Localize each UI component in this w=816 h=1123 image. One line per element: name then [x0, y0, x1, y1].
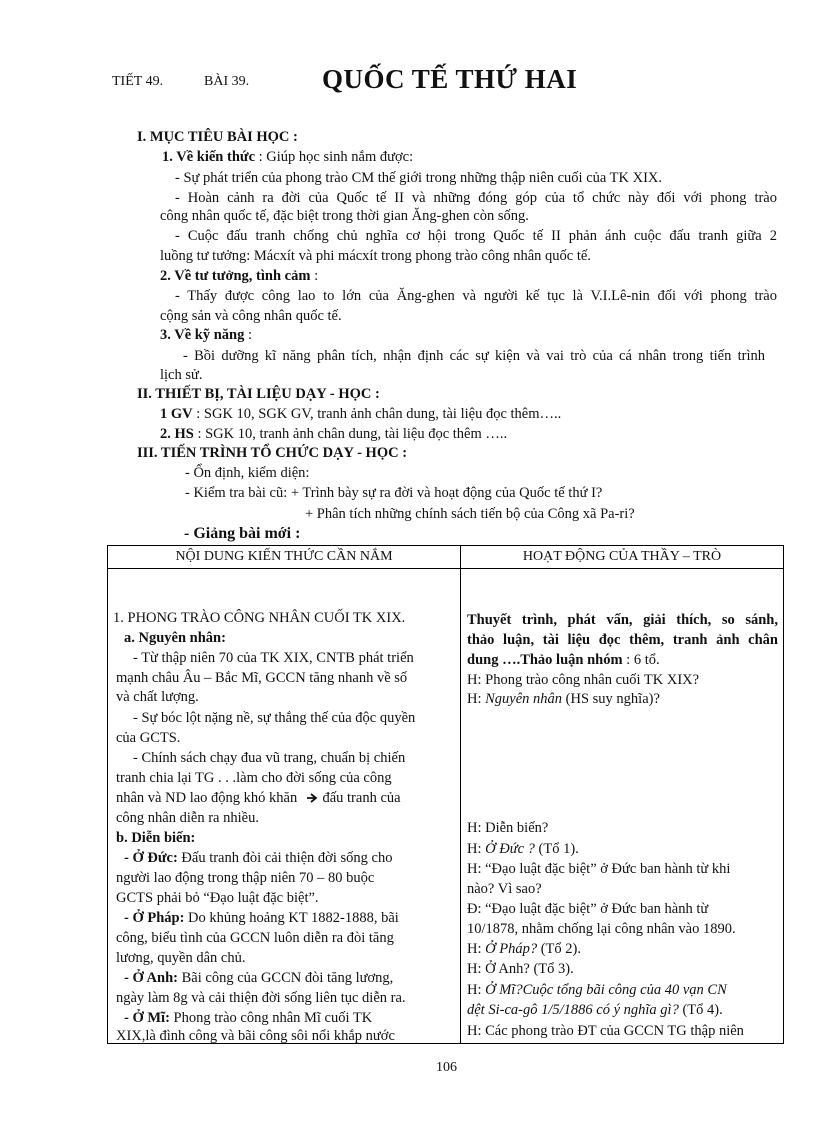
- page-title: QUỐC TẾ THỨ HAI: [322, 64, 578, 94]
- france-line-1: [124, 909, 399, 928]
- skills-line: lịch sử.: [160, 367, 203, 383]
- france-label: - Ở Pháp:: [124, 910, 185, 926]
- column-header-activity: HOẠT ĐỘNG CỦA THẦY – TRÒ: [461, 546, 784, 569]
- answer-line: Đ: “Đạo luật đặc biệt” ở Đức ban hành từ: [467, 901, 709, 917]
- procedure-heading: III. TIẾN TRÌNH TỔ CHỨC DẠY - HỌC :: [137, 445, 408, 461]
- lesson-number: TIẾT 49.: [112, 74, 164, 89]
- lesson-title-number: BÀI 39.: [204, 74, 250, 89]
- knowledge-intro: : Giúp học sinh nắm được:: [255, 149, 414, 165]
- question-italic: Ở Đức ?: [485, 841, 535, 857]
- france-line: lương, quyền dân chủ.: [116, 950, 246, 966]
- question-suffix: (HS suy nghĩa)?: [562, 691, 660, 707]
- attitude-line: cộng sản và công nhân quốc tế.: [160, 308, 342, 324]
- cause-line: và chất lượng.: [116, 689, 199, 705]
- methods-line: thảo luận, tài liệu đọc thêm, tranh ảnh chân: [467, 632, 778, 648]
- skills-heading: [160, 325, 252, 345]
- attitude-line: - Thấy được công lao to lớn của Ăng-ghen và người kế tục là V.I.Lê-nin đối với phong trào: [175, 288, 777, 304]
- question-france: [467, 940, 581, 959]
- question-line: H: Các phong trào ĐT của GCCN TG thập niên: [467, 1023, 744, 1039]
- germany-label: - Ở Đức:: [124, 850, 178, 866]
- hs-label: 2. HS: [160, 426, 194, 442]
- cause-line: - Chính sách chạy đua vũ trang, chuẩn bị chiến: [133, 750, 406, 766]
- section-title: 1. PHONG TRÀO CÔNG NHÂN CUỐI TK XIX.: [113, 610, 406, 626]
- england-line-1: [124, 969, 393, 988]
- knowledge-line: - Sự phát triển của phong trào CM thế giới trong những thập niên cuối của TK XIX.: [175, 170, 663, 186]
- england-line: ngày làm 8g và cải thiện đời sống liên tục diễn ra.: [116, 990, 406, 1006]
- activity-cell: [461, 569, 784, 1044]
- methods-tail: : 6 tổ.: [622, 652, 660, 668]
- equipment-heading: II. THIẾT BỊ, TÀI LIỆU DẠY - HỌC :: [137, 386, 380, 402]
- question-prefix: H:: [467, 691, 486, 707]
- question-line: nào? Vì sao?: [467, 881, 542, 897]
- procedure-new-lesson: - Giảng bài mới :: [184, 525, 301, 542]
- question-line: H: Phong trào công nhân cuối TK XIX?: [467, 672, 700, 688]
- question-prefix: H:: [467, 982, 486, 998]
- gv-label: 1 GV: [160, 406, 193, 422]
- cause-line: công nhân diễn ra nhiều.: [116, 810, 259, 826]
- equipment-gv: [160, 404, 561, 424]
- knowledge-heading: [162, 147, 413, 167]
- skills-intro: :: [244, 327, 252, 343]
- cause-line: mạnh châu Âu – Bắc Mĩ, GCCN tăng nhanh về số: [116, 670, 408, 686]
- knowledge-line: luồng tư tưởng: Mácxít và phi mácxít trong phong trào công nhân quốc tế.: [160, 248, 591, 264]
- cause-line-text: nhân và ND lao động khó khăn: [116, 790, 298, 806]
- objectives-heading: I. MỤC TIÊU BÀI HỌC :: [137, 129, 298, 145]
- england-label: - Ở Anh:: [124, 970, 178, 986]
- skills-line: - Bồi dưỡng kĩ năng phân tích, nhận định các sự kiện và vai trò của cá nhân trong tiến trình: [183, 348, 765, 364]
- arrow-right-icon: [306, 791, 318, 810]
- events-label: b. Diễn biến:: [116, 830, 196, 846]
- attitude-heading: [160, 266, 318, 286]
- question-prefix: H:: [467, 941, 486, 957]
- question-line: H: “Đạo luật đặc biệt” ở Đức ban hành từ khi: [467, 861, 731, 877]
- table-header-row: [108, 546, 784, 569]
- germany-text: Đấu tranh đòi cải thiện đời sống cho: [177, 850, 393, 866]
- usa-text: Phong trào công nhân Mĩ cuối TK: [169, 1010, 373, 1026]
- procedure-stabilize: - Ổn định, kiểm diện:: [185, 465, 310, 481]
- hs-text: : SGK 10, tranh ảnh chân dung, tài liệu đọc thêm …..: [193, 426, 508, 442]
- question-italic: Nguyên nhân: [485, 691, 563, 707]
- cause-line: - Sự bóc lột nặng nề, sự thắng thế của độc quyền: [133, 710, 416, 726]
- usa-line: XIX,là đình công và bãi công sôi nổi khắp nước: [116, 1028, 395, 1044]
- question-italic: dệt Si-ca-gô 1/5/1886 có ý nghĩa gì?: [467, 1002, 679, 1018]
- question-suffix: (Tổ 4).: [678, 1002, 723, 1018]
- skills-label: 3. Về kỹ năng: [160, 327, 245, 343]
- page-number: 106: [436, 1060, 457, 1075]
- table-row: [108, 569, 784, 1044]
- methods-line: Thuyết trình, phát vấn, giải thích, so sánh,: [467, 612, 778, 628]
- knowledge-label: 1. Về kiến thức: [162, 149, 256, 165]
- lesson-table: [107, 545, 784, 1044]
- question-line: H: Diễn biến?: [467, 820, 549, 836]
- methods-line-3: [467, 651, 660, 670]
- procedure-check-2: + Phân tích những chính sách tiến bộ của Công xã Pa-ri?: [305, 506, 635, 522]
- answer-line: 10/1878, nhằm chống lại công nhân vào 1890.: [467, 921, 736, 937]
- question-usa: [467, 981, 727, 1000]
- question-italic: Ở Mĩ?Cuộc tổng bãi công của 40 vạn CN: [485, 982, 727, 998]
- cause-line-tail: đấu tranh của: [318, 790, 401, 806]
- procedure-check: - Kiểm tra bài cũ: + Trình bày sự ra đời và hoạt động của Quốc tế thứ I?: [185, 485, 603, 501]
- question-line: H: Ở Anh? (Tổ 3).: [467, 961, 574, 977]
- methods-text: dung ….Thảo luận nhóm: [467, 652, 623, 668]
- gv-text: : SGK 10, SGK GV, tranh ảnh chân dung, tài liệu đọc thêm…..: [192, 406, 562, 422]
- france-text: Do khủng hoảng KT 1882-1888, bãi: [184, 910, 399, 926]
- usa-line-1: [124, 1009, 372, 1028]
- question-germany: [467, 840, 579, 859]
- cause-line: tranh chia lại TG . . .làm cho đời sống của công: [116, 770, 392, 786]
- france-line: công, biểu tình của GCCN luôn diễn ra đòi tăng: [116, 930, 394, 946]
- question-suffix: (Tổ 1).: [534, 841, 579, 857]
- question-cause: [467, 690, 660, 709]
- question-prefix: H:: [467, 841, 486, 857]
- cause-label: a. Nguyên nhân:: [124, 630, 226, 646]
- content-cell: [108, 569, 461, 1044]
- england-text: Bãi công của GCCN đòi tăng lương,: [178, 970, 394, 986]
- germany-line-1: [124, 849, 392, 868]
- question-italic: Ở Pháp?: [485, 941, 538, 957]
- germany-line: GCTS phải bỏ “Đạo luật đặc biệt”.: [116, 890, 319, 906]
- cause-line: của GCTS.: [116, 730, 181, 746]
- knowledge-line: công nhân quốc tế, đặc biệt trong thời gian Ăng-ghen còn sống.: [160, 208, 529, 224]
- germany-line: người lao động trong thập niên 70 – 80 buộc: [116, 870, 375, 886]
- cause-line: - Từ thập niên 70 của TK XIX, CNTB phát triển: [133, 650, 414, 666]
- knowledge-line: - Cuộc đấu tranh chống chủ nghĩa cơ hội trong Quốc tế II phản ánh cuộc đấu tranh giữa 2: [175, 228, 777, 244]
- equipment-hs: [160, 424, 507, 444]
- attitude-intro: :: [310, 268, 319, 284]
- usa-label: - Ở Mĩ:: [124, 1010, 170, 1026]
- question-suffix: (Tổ 2).: [537, 941, 581, 957]
- knowledge-line: - Hoàn cảnh ra đời của Quốc tế II và những đóng góp của tổ chức này đối với phong trào: [175, 190, 777, 206]
- question-usa-2: [467, 1001, 723, 1020]
- column-header-content: NỘI DUNG KIẾN THỨC CẦN NẮM: [108, 546, 461, 569]
- attitude-label: 2. Về tư tưởng, tình cảm: [160, 268, 311, 284]
- cause-line-arrow: [116, 789, 401, 810]
